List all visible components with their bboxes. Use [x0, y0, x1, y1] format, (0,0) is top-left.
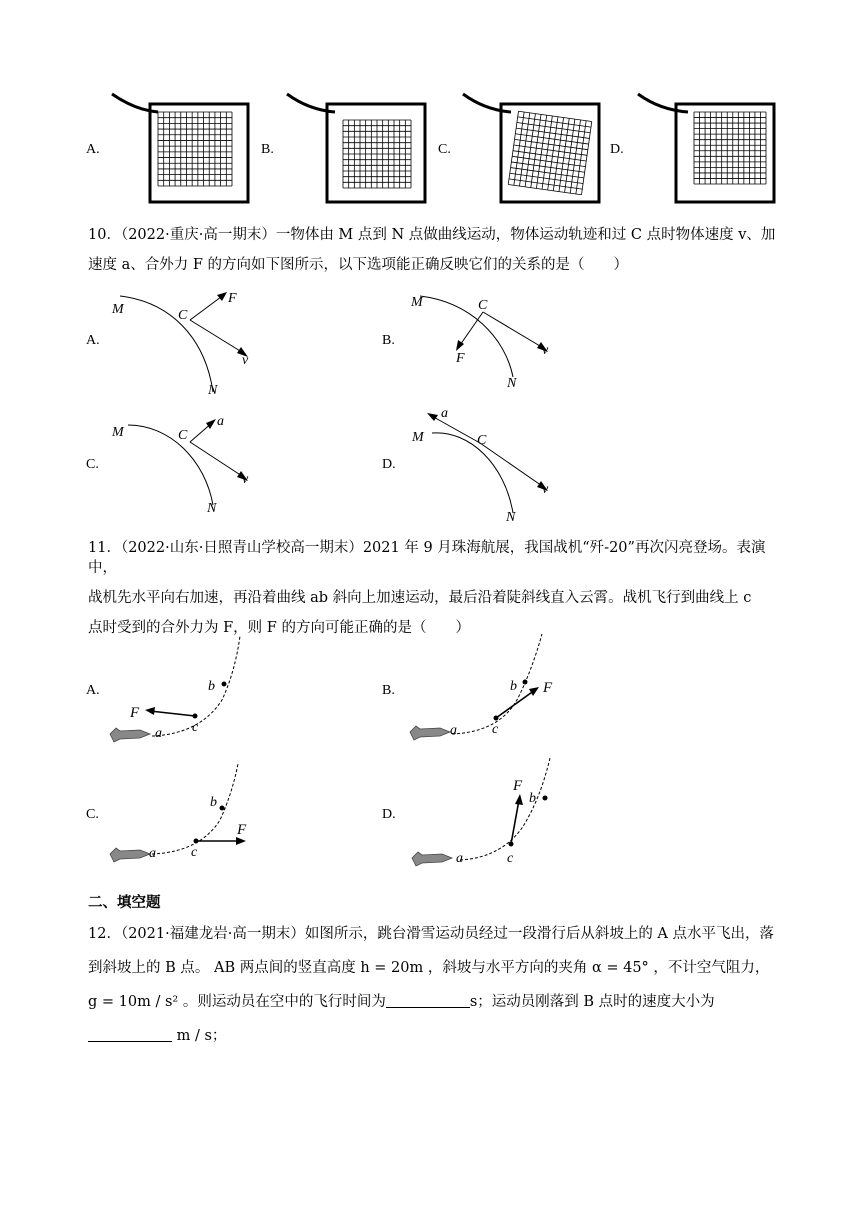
q12-line3-pre: g = 10m / s² 。则运动员在空中的飞行时间为 — [88, 994, 386, 1010]
answer-blank-time[interactable] — [386, 993, 470, 1008]
q12-line4-post: m / s； — [172, 1028, 227, 1044]
q11-diagram-b — [400, 630, 580, 750]
svg-text:c: c — [192, 720, 199, 735]
svg-text:C: C — [478, 298, 488, 313]
plane-icon — [110, 728, 150, 742]
svg-text:a: a — [450, 723, 457, 738]
svg-text:b: b — [208, 679, 215, 694]
q9-option-a-label: A. — [86, 142, 100, 157]
svg-text:F: F — [513, 778, 523, 794]
q9-option-b-label: B. — [261, 142, 274, 157]
q11-line1: 11．（2022·山东·日照青山学校高一期末）2021 年 9 月珠海航展，我国战机“歼-20”再次闪亮登场。表演中， — [88, 540, 766, 576]
q12-line2: 到斜坡上的 B 点。 AB 两点间的竖直高度 h = 20m ，斜坡与水平方向的夹角 α = 45° ，不计空气阻力， — [88, 960, 770, 976]
label-f: F — [228, 291, 237, 306]
svg-text:v: v — [542, 343, 549, 358]
svg-text:a: a — [456, 851, 463, 866]
q11-diagram-a — [100, 630, 280, 750]
svg-text:F: F — [456, 351, 465, 366]
svg-text:a: a — [155, 726, 162, 741]
q10-option-c-label: C. — [86, 457, 99, 472]
label-n: N — [208, 383, 218, 398]
q12-line3 — [88, 992, 792, 1012]
q12-stem — [88, 924, 792, 1046]
svg-text:c: c — [492, 722, 499, 737]
svg-text:v: v — [542, 482, 549, 497]
svg-text:M: M — [112, 425, 124, 440]
q12-line4 — [88, 1026, 792, 1046]
svg-text:a: a — [441, 406, 448, 421]
q11-option-d-label: D. — [382, 807, 396, 822]
svg-text:F: F — [130, 705, 140, 721]
svg-text:C: C — [477, 433, 487, 448]
q11-diagram-c — [100, 758, 280, 878]
svg-text:b: b — [510, 679, 517, 694]
svg-text:N: N — [506, 510, 516, 525]
q10-diagram-c — [100, 405, 280, 525]
svg-text:a: a — [217, 414, 224, 429]
label-m: M — [112, 302, 124, 317]
q9-diagram-a — [100, 88, 260, 208]
answer-blank-speed[interactable] — [88, 1027, 172, 1042]
svg-text:F: F — [237, 822, 247, 838]
q10-diagram-a — [100, 282, 280, 402]
svg-text:C: C — [178, 428, 188, 443]
q10-option-d-label: D. — [382, 457, 396, 472]
q11-line3: 点时受到的合外力为 F，则 F 的方向可能正确的是（ ） — [88, 620, 470, 636]
svg-text:M: M — [412, 430, 424, 445]
q9-option-c-label: C. — [438, 142, 451, 157]
q11-option-a-label: A. — [86, 683, 100, 698]
q11-stem — [88, 538, 792, 638]
svg-text:c: c — [191, 845, 198, 860]
q12-line1: 12．（2021·福建龙岩·高一期末）如图所示，跳台滑雪运动员经过一段滑行后从斜坡上的 A 点水平飞出，落 — [88, 926, 775, 942]
q10-line1: 10．（2022·重庆·高一期末）一物体由 M 点到 N 点做曲线运动，物体运动轨迹和过 C 点时物体速度 v、加 — [88, 227, 776, 243]
q10-stem — [88, 225, 792, 275]
q12-line3-post: s；运动员刚落到 B 点时的速度大小为 — [469, 994, 715, 1010]
svg-text:M: M — [411, 295, 423, 310]
q10-option-b-label: B. — [382, 333, 395, 348]
q9-diagram-b — [277, 88, 437, 208]
svg-text:v: v — [242, 472, 249, 487]
svg-text:N: N — [507, 376, 517, 391]
q9-diagram-d — [630, 88, 790, 208]
q10-diagram-b — [400, 282, 580, 402]
q10-option-a-label: A. — [86, 333, 100, 348]
label-c: C — [178, 308, 188, 323]
svg-text:b: b — [210, 795, 217, 810]
q9-diagram-c — [455, 88, 615, 208]
svg-text:F: F — [543, 680, 553, 696]
svg-text:a: a — [149, 846, 156, 861]
section-title-fill-in: 二、填空题 — [88, 894, 161, 911]
q9-option-d-label: D. — [610, 142, 624, 157]
svg-text:b: b — [529, 791, 536, 806]
q11-option-c-label: C. — [86, 807, 99, 822]
q10-diagram-d — [400, 405, 580, 525]
q10-line2: 速度 a、合外力 F 的方向如下图所示，以下选项能正确反映它们的关系的是（ ） — [88, 257, 629, 273]
q11-line2: 战机先水平向右加速，再沿着曲线 ab 斜向上加速运动，最后沿着陡斜线直入云霄。战机飞行到曲线上 c — [88, 590, 752, 606]
svg-text:c: c — [507, 851, 514, 866]
svg-text:N: N — [207, 501, 217, 516]
q11-option-b-label: B. — [382, 683, 395, 698]
q11-diagram-d — [400, 750, 580, 870]
label-v: v — [242, 353, 249, 368]
grid — [158, 112, 232, 186]
